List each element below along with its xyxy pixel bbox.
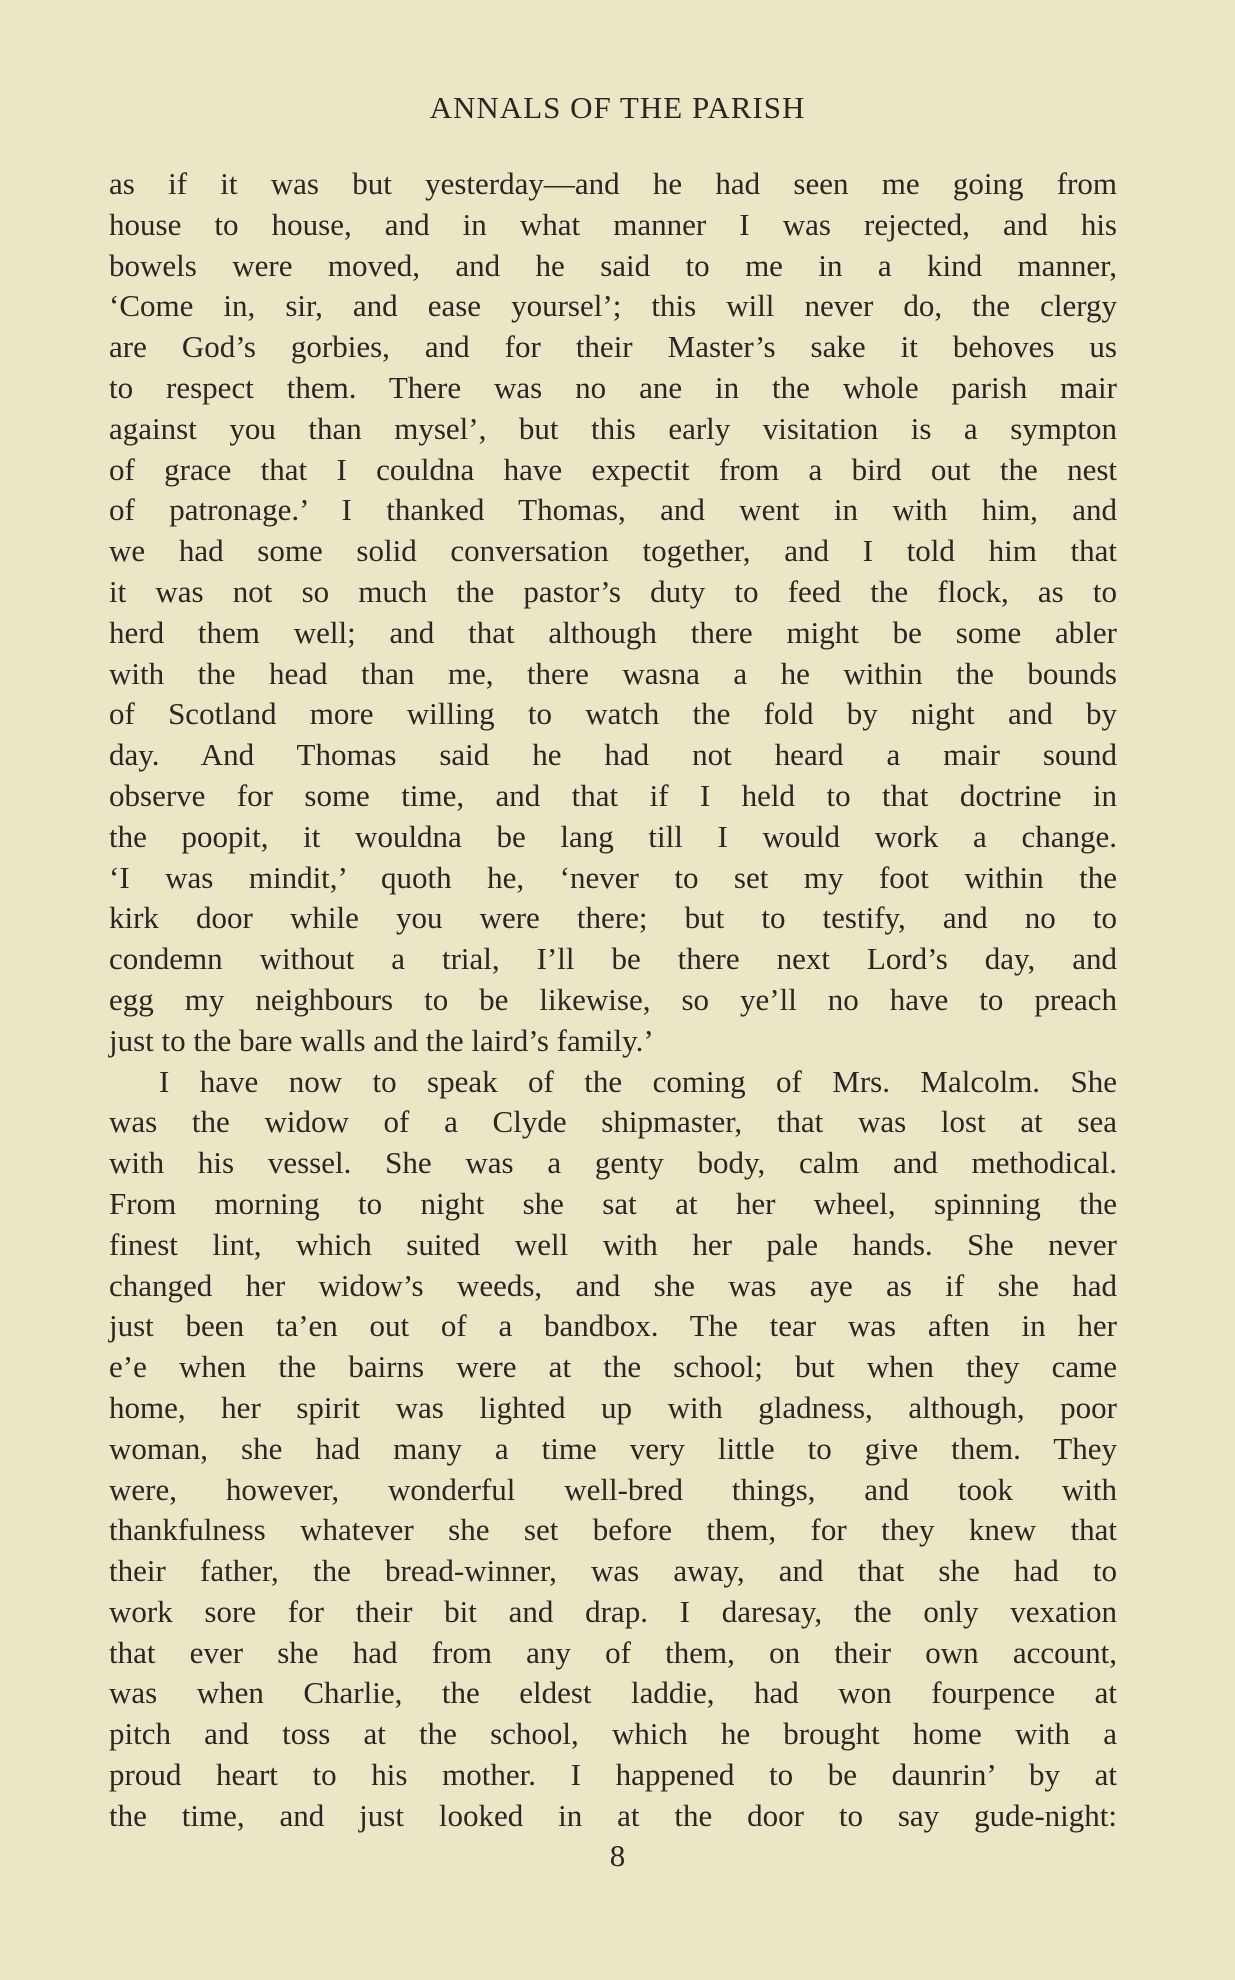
text-line: just to the bare walls and the laird’s family.’ (109, 1022, 654, 1058)
text-line: with his vessel. She was a genty body, calm and methodical. (109, 1145, 1117, 1181)
text-line: thankfulness whatever she set before them, for they knew that (109, 1512, 1117, 1548)
text-line: day. And Thomas said he had not heard a mair sound (109, 737, 1117, 773)
text-line: was the widow of a Clyde shipmaster, that was lost at sea (109, 1104, 1117, 1140)
text-line: to respect them. There was no ane in the whole parish mair (109, 369, 1117, 405)
text-line: of patronage.’ I thanked Thomas, and went in with him, and (109, 492, 1117, 528)
body-text (109, 164, 1117, 1837)
text-line: e’e when the bairns were at the school; but when they came (109, 1349, 1117, 1385)
page-number: 8 (609, 1838, 626, 1873)
text-line: are God’s gorbies, and for their Master’s sake it behoves us (109, 329, 1117, 365)
text-line: bowels were moved, and he said to me in a kind manner, (109, 247, 1117, 283)
text-line: From morning to night she sat at her wheel, spinning the (109, 1185, 1117, 1221)
text-line: house to house, and in what manner I was rejected, and his (109, 206, 1117, 242)
text-line: I have now to speak of the coming of Mrs. Malcolm. She (159, 1063, 1117, 1099)
text-line: finest lint, which suited well with her pale hands. She never (109, 1226, 1117, 1262)
text-line: against you than mysel’, but this early visitation is a sympton (109, 410, 1117, 446)
text-line: with the head than me, there wasna a he within the bounds (109, 655, 1117, 691)
text-line: ‘I was mindit,’ quoth he, ‘never to set my foot within the (109, 859, 1117, 895)
text-line: kirk door while you were there; but to testify, and no to (109, 900, 1117, 936)
text-line: pitch and toss at the school, which he brought home with a (109, 1716, 1117, 1752)
text-line: changed her widow’s weeds, and she was aye as if she had (109, 1267, 1117, 1303)
text-line: the poopit, it wouldna be lang till I would work a change. (109, 818, 1117, 854)
text-line: their father, the bread-winner, was away, and that she had to (109, 1553, 1117, 1589)
text-line: herd them well; and that although there might be some abler (109, 614, 1117, 650)
text-line: egg my neighbours to be likewise, so ye’ll no have to preach (109, 981, 1117, 1017)
text-line: work sore for their bit and drap. I daresay, the only vexation (109, 1593, 1117, 1629)
text-line: proud heart to his mother. I happened to be daunrin’ by at (109, 1757, 1117, 1793)
text-line: it was not so much the pastor’s duty to feed the flock, as to (109, 573, 1117, 609)
text-line: observe for some time, and that if I held to that doctrine in (109, 777, 1117, 813)
text-line: home, her spirit was lighted up with gladness, although, poor (109, 1389, 1117, 1425)
text-line: we had some solid conversation together, and I told him that (109, 533, 1117, 569)
text-line: that ever she had from any of them, on their own account, (109, 1634, 1117, 1670)
text-line: of Scotland more willing to watch the fold by night and by (109, 696, 1117, 732)
text-line: ‘Come in, sir, and ease yoursel’; this will never do, the clergy (109, 288, 1117, 324)
text-line: the time, and just looked in at the door to say gude-night: (109, 1797, 1117, 1833)
text-line: condemn without a trial, I’ll be there next Lord’s day, and (109, 941, 1117, 977)
text-line: were, however, wonderful well-bred things, and took with (109, 1471, 1117, 1507)
text-line: as if it was but yesterday—and he had seen me going from (109, 166, 1117, 201)
text-line: woman, she had many a time very little to give them. They (109, 1430, 1117, 1466)
running-head: ANNALS OF THE PARISH (429, 90, 806, 125)
text-line: was when Charlie, the eldest laddie, had won fourpence at (109, 1675, 1117, 1711)
text-line: of grace that I couldna have expectit from a bird out the nest (109, 451, 1117, 487)
text-line: just been ta’en out of a bandbox. The tear was aften in her (109, 1308, 1117, 1344)
